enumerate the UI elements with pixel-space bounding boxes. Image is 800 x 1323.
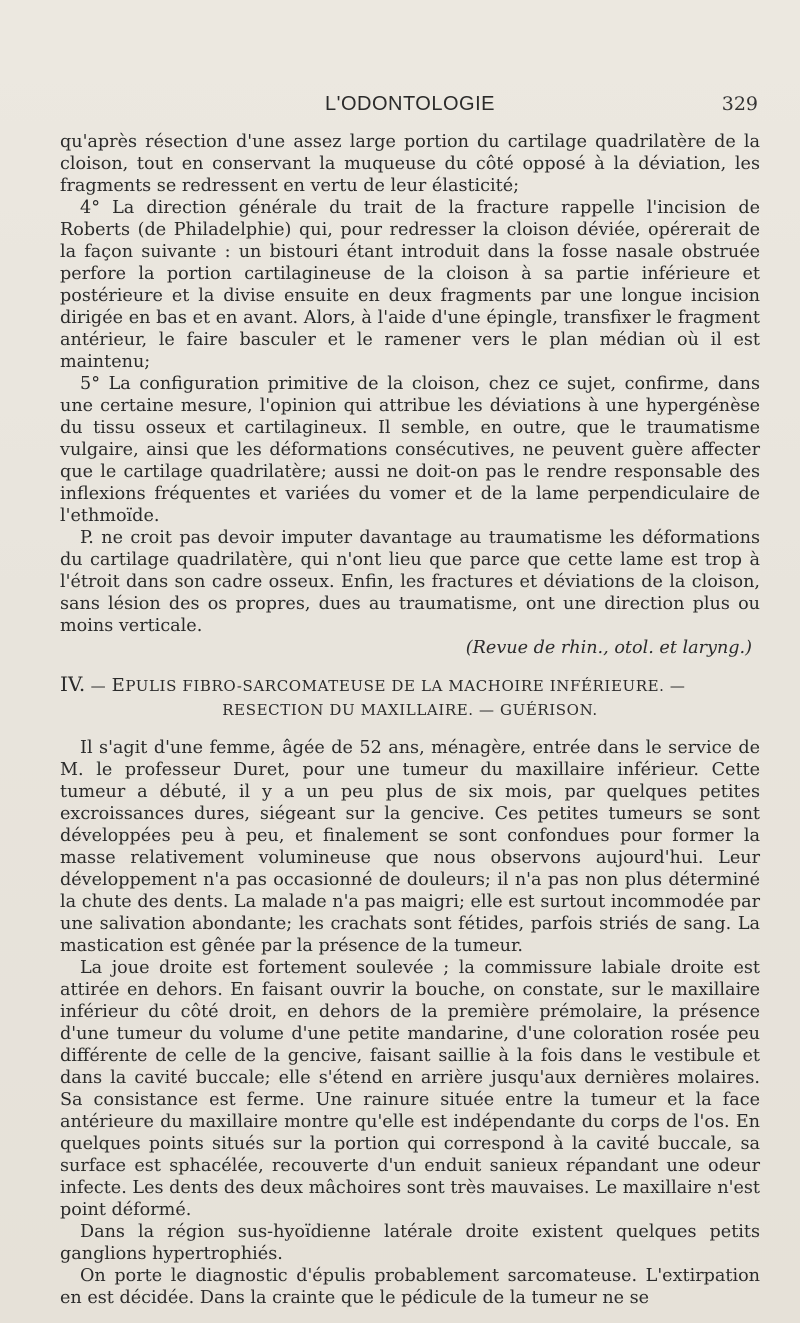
section-number: IV.: [60, 672, 86, 696]
paragraph-case-history: Il s'agit d'une femme, âgée de 52 ans, ménagère, entrée dans le service de M. le professeur Duret, pour une tumeur du maxillaire inférieur. Cette tumeur a débuté, il y a un peu plus de six mois, par quelques petites excroissances dures, siégeant sur la gencive. Ces petites tumeurs se sont développées peu à peu, et finalement se sont confondues pour former la masse relativement volumineuse que nous observons aujourd'hui. Leur développement n'a pas occasionné de douleurs; il n'a pas non plus déterminé la chute des dents. La malade n'a pas maigri; elle est surtout incommodée par une salivation abondante; les crachats sont fétides, parfois striés de sang. La mastication est gênée par la présence de la tumeur.: [60, 738, 760, 956]
source-citation: (Revue de rhin., otol. et laryng.): [465, 638, 752, 658]
paragraph-diagnosis: On porte le diagnostic d'épulis probablement sarcomateuse. L'extirpation en est décidée. Dans la crainte que le pédicule de la tumeur ne se: [60, 1266, 760, 1308]
paragraph-ganglions: Dans la région sus-hyoïdienne latérale droite existent quelques petits ganglions hypertrophiés.: [60, 1222, 760, 1264]
paragraph-continued: qu'après résection d'une assez large portion du cartilage quadrilatère de la cloison, tout en conservant la muqueuse du côté opposé à la déviation, les fragments se redressent en vertu de leur élasticité;: [60, 132, 760, 196]
paragraph-examination: La joue droite est fortement soulevée ; la commissure labiale droite est attirée en dehors. En faisant ouvrir la bouche, on constate, sur le maxillaire inférieur du côté droit, en dehors de la première prémolaire, la présence d'une tumeur du volume d'une petite mandarine, d'une coloration rosée peu différente de celle de la gencive, faisant saillie à la fois dans le vestibule et dans la cavité buccale; elle s'étend en arrière jusqu'aux dernières molaires. Sa consistance est ferme. Une rainure située entre la tumeur et la face antérieure du maxillaire montre qu'elle est indépendante du corps de l'os. En quelques points situés sur la portion qui correspond à la cavité buccale, sa surface est sphacélée, recouverte d'un enduit sanieux répandant une odeur infecte. Les dents des deux mâchoires sont très mauvaises. Le maxillaire n'est point déformé.: [60, 958, 760, 1220]
running-title: L'ODONTOLOGIE: [325, 93, 495, 115]
section-heading-line-2: RESECTION DU MAXILLAIRE. — GUÉRISON.: [222, 701, 598, 719]
page-body: [60, 131, 760, 1309]
paragraph-conclusion: P. ne croit pas devoir imputer davantage au traumatisme les déformations du cartilage quadrilatère, qui n'ont lieu que parce que cette lame est trop à l'étroit dans son cadre osseux. Enfin, les fractures et déviations de la cloison, sans lésion des os propres, dues au traumatisme, ont une direction plus ou moins verticale.: [60, 528, 760, 636]
section-heading-line-1: [60, 673, 760, 697]
paragraph-point-5: 5° La configuration primitive de la cloison, chez ce sujet, confirme, dans une certaine mesure, l'opinion qui attribue les déviations à une hypergénèse du tissu osseux et cartilagineux. Il semble, en outre, que le traumatisme vulgaire, ainsi que les déformations consécutives, ne peuvent guère affecter que le cartilage quadrilatère; aussi ne doit-on pas le rendre responsable des inflexions fréquentes et variées du vomer et de la lame perpendiculaire de l'ethmoïde.: [60, 374, 760, 526]
section-title-rest: PULIS FIBRO-SARCOMATEUSE DE LA MACHOIRE INFÉRIEURE. —: [125, 677, 686, 695]
section-initial: E: [111, 675, 126, 696]
paragraph-point-4: 4° La direction générale du trait de la fracture rappelle l'incision de Roberts (de Philadelphie) qui, pour redresser la cloison déviée, opérerait de la façon suivante : un bistouri étant introduit dans la fosse nasale obstruée perfore la portion cartilagineuse de la cloison à sa partie inférieure et postérieure et la divise ensuite en deux fragments par une longue incision dirigée en bas et en avant. Alors, à l'aide d'une épingle, transfixer le fragment antérieur, le faire basculer et le ramener vers le plan médian où il est maintenu;: [60, 198, 760, 372]
section-dash: —: [90, 677, 107, 695]
page-number: 329: [721, 93, 758, 115]
page-header: [60, 93, 760, 119]
section-heading: [60, 673, 760, 721]
